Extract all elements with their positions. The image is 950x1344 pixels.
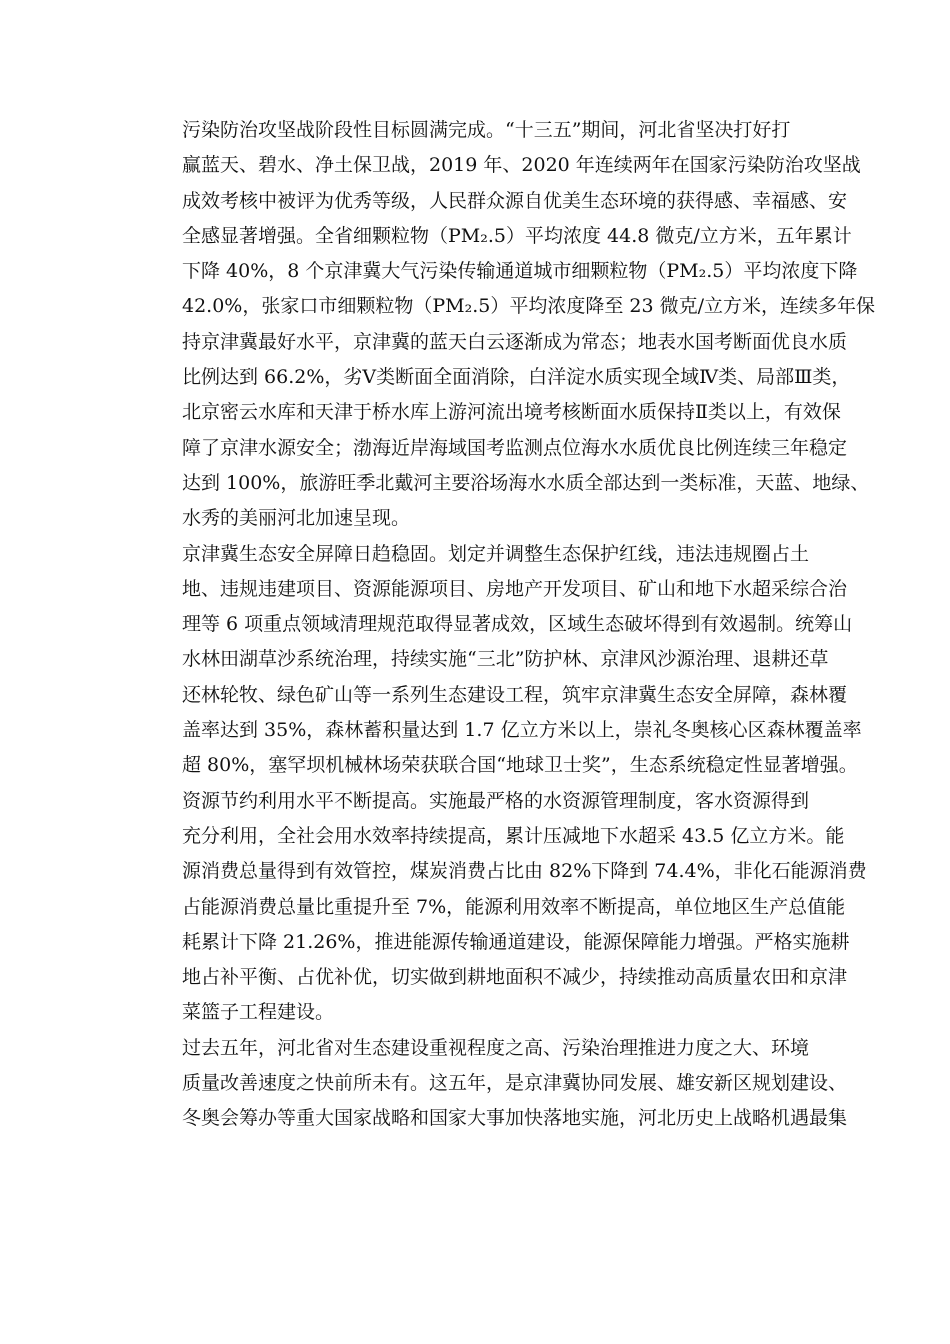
text-line: 42.0%，张家口市细颗粒物（PM₂.5）平均浓度降至 23 微克/立方米，连续多年保 — [182, 295, 876, 318]
text-line: 占能源消费总量比重提升至 7%，能源利用效率不断提高，单位地区生产总值能 — [182, 895, 846, 918]
text-line: 全感显著增强。全省细颗粒物（PM₂.5）平均浓度 44.8 微克/立方米，五年累计 — [182, 224, 852, 247]
text-line: 北京密云水库和天津于桥水库上游河流出境考核断面水质保持Ⅱ类以上，有效保 — [182, 401, 841, 424]
paragraph-five-years-review — [144, 1031, 848, 1137]
text-line: 理等 6 项重点领域清理规范取得显著成效，区域生态破坏得到有效遏制。统筹山 — [182, 613, 853, 636]
text-line: 菜篮子工程建设。 — [182, 1001, 335, 1024]
text-line: 冬奥会筹办等重大国家战略和国家大事加快落地实施，河北历史上战略机遇最集 — [182, 1107, 848, 1130]
paragraph-pollution-targets — [144, 113, 876, 537]
text-line: 污染防治攻坚战阶段性目标圆满完成。“十三五”期间，河北省坚决打好打 — [182, 119, 791, 141]
text-line: 充分利用，全社会用水效率持续提高，累计压减地下水超采 43.5 亿立方米。能 — [182, 824, 845, 847]
text-line: 资源节约利用水平不断提高。实施最严格的水资源管理制度，客水资源得到 — [182, 789, 810, 812]
text-line: 障了京津水源安全；渤海近岸海域国考监测点位海水水质优良比例连续三年稳定 — [182, 436, 848, 459]
body-text — [144, 113, 876, 1137]
text-line: 耗累计下降 21.26%，推进能源传输通道建设，能源保障能力增强。严格实施耕 — [182, 930, 850, 953]
text-line: 京津冀生态安全屏障日趋稳固。划定并调整生态保护红线，违法违规圈占土 — [182, 542, 810, 565]
text-line: 源消费总量得到有效管控，煤炭消费占比由 82%下降到 74.4%，非化石能源消费 — [182, 860, 867, 883]
text-line: 水林田湖草沙系统治理，持续实施“三北”防护林、京津风沙源治理、退耕还草 — [182, 648, 829, 671]
text-line: 盖率达到 35%，森林蓄积量达到 1.7 亿立方米以上，崇礼冬奥核心区森林覆盖率 — [182, 719, 862, 742]
text-line: 比例达到 66.2%，劣Ⅴ类断面全面消除，白洋淀水质实现全域Ⅳ类、局部Ⅲ类， — [182, 366, 851, 389]
text-line: 地占补平衡、占优补优，切实做到耕地面积不减少，持续推动高质量农田和京津 — [182, 966, 848, 989]
text-line: 过去五年，河北省对生态建设重视程度之高、污染治理推进力度之大、环境 — [182, 1036, 810, 1059]
text-line: 成效考核中被评为优秀等级，人民群众源自优美生态环境的获得感、幸福感、安 — [182, 189, 848, 212]
text-line: 水秀的美丽河北加速呈现。 — [182, 507, 411, 530]
text-line: 赢蓝天、碧水、净土保卫战，2019 年、2020 年连续两年在国家污染防治攻坚战 — [182, 154, 861, 177]
text-line: 达到 100%，旅游旺季北戴河主要浴场海水水质全部达到一类标准，天蓝、地绿、 — [182, 471, 870, 494]
text-line: 持京津冀最好水平，京津冀的蓝天白云逐渐成为常态；地表水国考断面优良水质 — [182, 330, 848, 353]
text-line: 下降 40%，8 个京津冀大气污染传输通道城市细颗粒物（PM₂.5）平均浓度下降 — [182, 260, 858, 283]
text-line: 还林轮牧、绿色矿山等一系列生态建设工程，筑牢京津冀生态安全屏障，森林覆 — [182, 683, 848, 706]
text-line: 质量改善速度之快前所未有。这五年，是京津冀协同发展、雄安新区规划建设、 — [182, 1072, 848, 1095]
text-line: 超 80%，塞罕坝机械林场荣获联合国“地球卫士奖”，生态系统稳定性显著增强。 — [182, 754, 858, 777]
paragraph-ecological-barrier — [144, 537, 862, 784]
paragraph-resource-efficiency — [144, 784, 867, 1031]
text-line: 地、违规违建项目、资源能源项目、房地产开发项目、矿山和地下水超采综合治 — [182, 577, 848, 600]
